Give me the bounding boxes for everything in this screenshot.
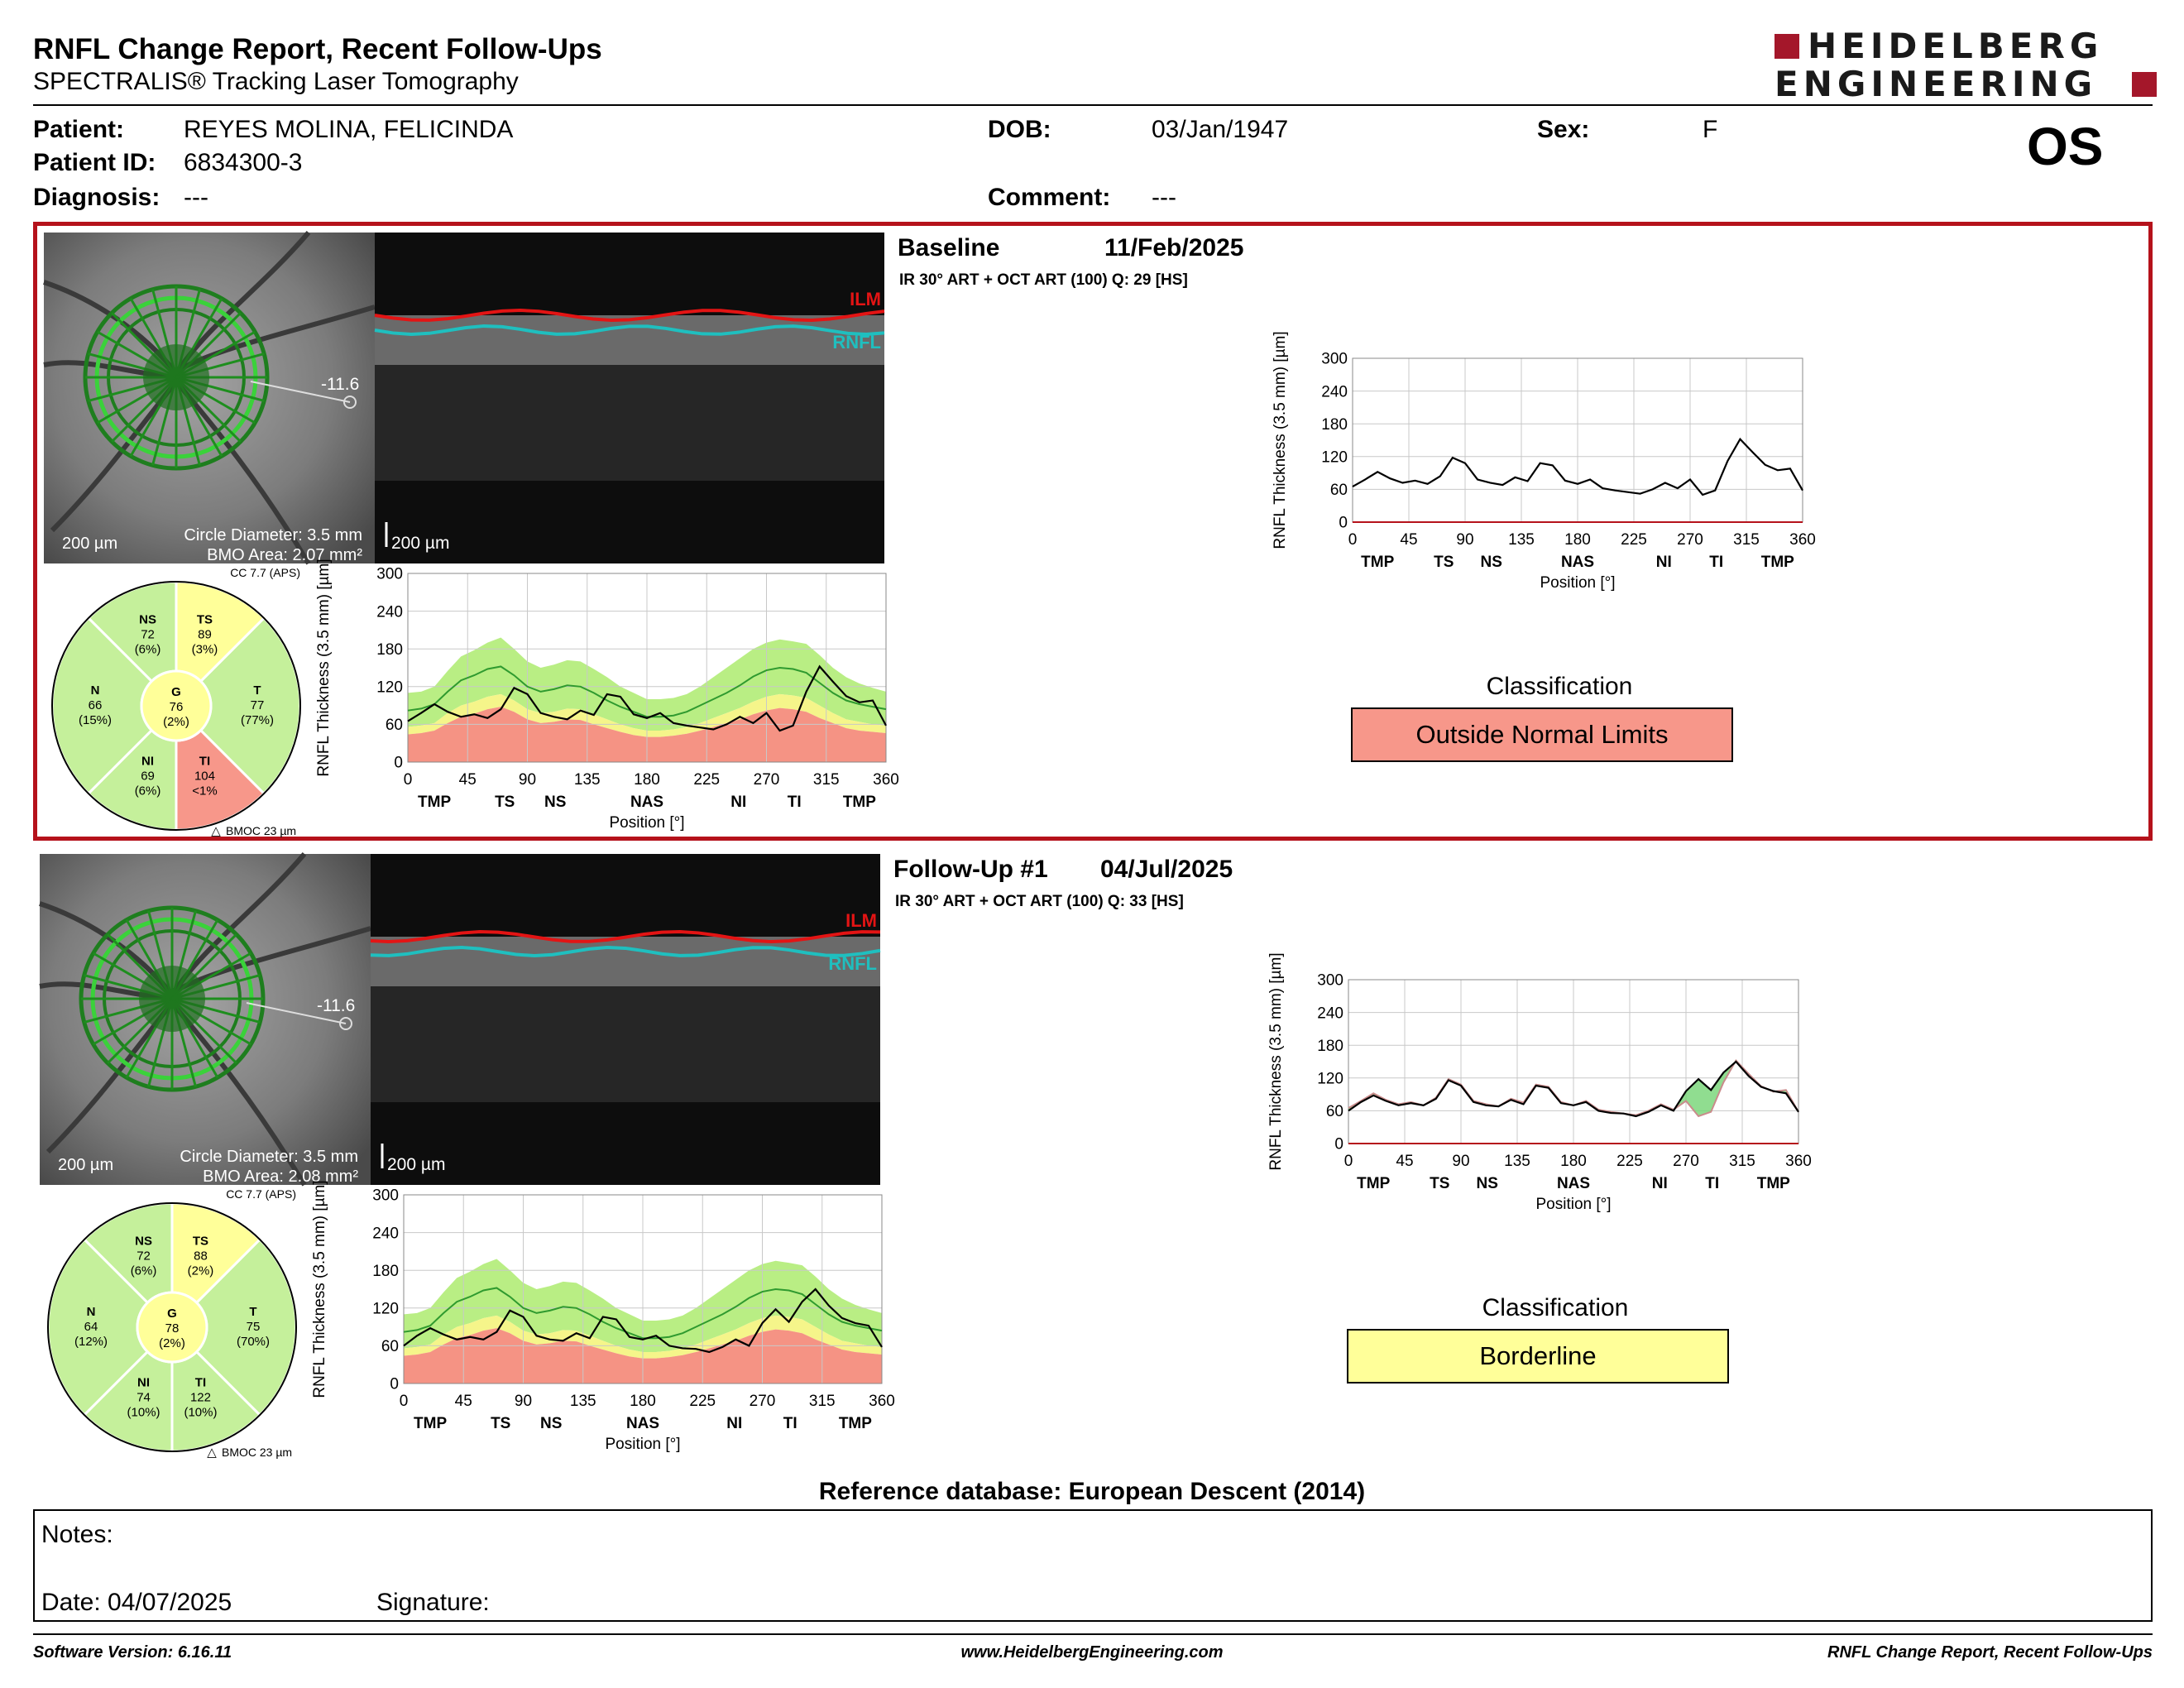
region-label: TMP bbox=[842, 794, 876, 811]
region-label: TS bbox=[491, 1415, 511, 1432]
x-tick-label: 225 bbox=[693, 771, 721, 789]
y-axis-label: RNFL Thickness (3.5 mm) [µm] bbox=[315, 559, 333, 777]
y-tick-label: 0 bbox=[390, 1375, 399, 1393]
sector-value: 66 bbox=[88, 698, 103, 712]
x-tick-label: 315 bbox=[1729, 1153, 1755, 1170]
y-tick-label: 300 bbox=[376, 565, 403, 583]
x-tick-label: 90 bbox=[1452, 1153, 1470, 1170]
x-tick-label: 270 bbox=[749, 1393, 776, 1410]
x-tick-label: 0 bbox=[399, 1393, 409, 1410]
header-rule bbox=[33, 104, 2153, 106]
tsnit-chart-svg bbox=[1195, 331, 1857, 623]
bmoc-value: BMOC 23 µm bbox=[226, 824, 297, 837]
sector-percent: (10%) bbox=[184, 1405, 218, 1420]
region-label: NS bbox=[1476, 1175, 1498, 1192]
x-tick-label: 0 bbox=[403, 771, 413, 789]
sector-value: 122 bbox=[189, 1390, 211, 1405]
classification-result: Borderline bbox=[1347, 1329, 1729, 1383]
fundus-background bbox=[40, 854, 371, 1185]
heidelberg-logo: HEIDELBERG ENGINEERING bbox=[1774, 30, 2157, 104]
footer-rule bbox=[33, 1633, 2153, 1635]
report-title: RNFL Change Report, Recent Follow-Ups bbox=[33, 33, 602, 65]
sector-value: 89 bbox=[198, 627, 212, 642]
region-label: NAS bbox=[630, 794, 664, 811]
exam-parameters: IR 30° ART + OCT ART (100) Q: 33 [HS] bbox=[895, 893, 1184, 910]
bscan-image bbox=[371, 854, 880, 1185]
patient-id: 6834300-3 bbox=[184, 149, 303, 176]
sector-percent: (77%) bbox=[240, 713, 275, 727]
x-tick-label: 315 bbox=[812, 771, 840, 789]
bscan-svg bbox=[371, 854, 880, 1185]
region-label: TMP bbox=[1357, 1175, 1391, 1192]
y-axis-label: RNFL Thickness (3.5 mm) [µm] bbox=[1272, 331, 1289, 549]
sector-percent: (2%) bbox=[159, 1336, 185, 1350]
x-tick-label: 360 bbox=[1789, 531, 1816, 549]
bmo-area: BMO Area: 2.07 mm² bbox=[207, 546, 362, 564]
fundus-svg bbox=[44, 233, 375, 563]
region-label: TI bbox=[1705, 1175, 1720, 1192]
notes-label: Notes: bbox=[41, 1521, 113, 1548]
sector-label: NI bbox=[141, 754, 155, 769]
dob-label: DOB: bbox=[988, 116, 1051, 143]
date-label: Date: 04/07/2025 bbox=[41, 1589, 232, 1616]
y-tick-label: 300 bbox=[1317, 971, 1343, 990]
website-link[interactable]: www.HeidelbergEngineering.com bbox=[960, 1643, 1224, 1662]
sector-percent: (6%) bbox=[134, 784, 161, 798]
region-label: TMP bbox=[1756, 1175, 1790, 1192]
y-tick-label: 240 bbox=[376, 603, 403, 621]
region-label: NAS bbox=[625, 1415, 660, 1432]
fundus-svg bbox=[40, 854, 371, 1185]
fundus-background bbox=[44, 233, 375, 563]
sector-percent: (6%) bbox=[130, 1264, 157, 1278]
sector-chart bbox=[40, 1187, 313, 1460]
x-tick-label: 360 bbox=[869, 1393, 895, 1410]
region-label: NI bbox=[1655, 554, 1672, 571]
circle-diameter: Circle Diameter: 3.5 mm bbox=[180, 1148, 358, 1166]
fundus-image bbox=[44, 233, 375, 563]
ilm-label: ILM bbox=[845, 910, 877, 931]
x-axis-label: Position [°] bbox=[609, 814, 685, 832]
fundus-scale-label: 200 µm bbox=[62, 535, 118, 553]
region-label: TI bbox=[1709, 554, 1724, 571]
bscan-image bbox=[375, 233, 884, 563]
region-label: TI bbox=[787, 794, 802, 811]
bscan-scale-label: 200 µm bbox=[387, 1155, 446, 1174]
patient-name: REYES MOLINA, FELICINDA bbox=[184, 116, 514, 143]
y-tick-label: 0 bbox=[394, 754, 403, 772]
x-tick-label: 315 bbox=[808, 1393, 836, 1410]
sector-value: 64 bbox=[84, 1320, 98, 1334]
region-label: TMP bbox=[1361, 554, 1395, 571]
tsnit-chart-svg bbox=[306, 1180, 895, 1460]
y-tick-label: 120 bbox=[376, 679, 403, 697]
sector-label: T bbox=[253, 683, 261, 698]
x-tick-label: 45 bbox=[454, 1393, 472, 1410]
x-tick-label: 0 bbox=[1343, 1153, 1353, 1170]
x-tick-label: 135 bbox=[569, 1393, 596, 1410]
sector-percent: (70%) bbox=[236, 1335, 271, 1349]
y-tick-label: 60 bbox=[381, 1338, 399, 1356]
report-subtitle: SPECTRALIS® Tracking Laser Tomography bbox=[33, 68, 519, 95]
sector-percent: (6%) bbox=[134, 642, 161, 657]
sector-label: TI bbox=[194, 1375, 207, 1390]
sector-percent: <1% bbox=[192, 784, 218, 798]
comment-value: --- bbox=[1152, 184, 1176, 211]
x-tick-label: 180 bbox=[1564, 531, 1591, 549]
exam-date: 04/Jul/2025 bbox=[1100, 856, 1233, 883]
x-axis-label: Position [°] bbox=[1535, 1196, 1612, 1213]
circle-diameter: Circle Diameter: 3.5 mm bbox=[184, 526, 362, 544]
exam-title: Baseline bbox=[898, 234, 1000, 261]
region-label: NI bbox=[726, 1415, 743, 1432]
angle-value: -11.6 bbox=[321, 375, 360, 394]
optic-disc bbox=[143, 344, 209, 410]
sector-value: 69 bbox=[141, 769, 155, 784]
y-tick-label: 60 bbox=[385, 717, 403, 735]
bmoc-value: BMOC 23 µm bbox=[222, 1446, 293, 1459]
exam-title: Follow-Up #1 bbox=[893, 856, 1048, 883]
region-label: TMP bbox=[414, 1415, 448, 1432]
sector-value: 104 bbox=[194, 769, 215, 784]
region-label: NS bbox=[1480, 554, 1502, 571]
choroid-layer bbox=[371, 986, 880, 1102]
sector-value: 77 bbox=[250, 698, 265, 712]
region-label: TI bbox=[783, 1415, 797, 1432]
x-tick-label: 270 bbox=[753, 771, 780, 789]
x-tick-label: 90 bbox=[518, 771, 537, 789]
followup-exam-panel bbox=[33, 847, 2153, 1466]
sector-percent: (10%) bbox=[127, 1405, 160, 1420]
region-label: NS bbox=[540, 1415, 563, 1432]
x-tick-label: 270 bbox=[1673, 1153, 1699, 1170]
y-tick-label: 240 bbox=[1317, 1005, 1343, 1023]
x-tick-label: 0 bbox=[1348, 531, 1358, 549]
reference-database: Reference database: European Descent (2014) bbox=[818, 1478, 1366, 1505]
x-axis-label: Position [°] bbox=[605, 1436, 681, 1453]
y-tick-label: 180 bbox=[1321, 415, 1348, 434]
dob-value: 03/Jan/1947 bbox=[1152, 116, 1289, 143]
sector-label: NS bbox=[135, 1234, 152, 1249]
tsnit-normative-chart bbox=[310, 559, 899, 838]
sector-label: N bbox=[86, 1305, 96, 1319]
retina-layer bbox=[371, 937, 880, 986]
x-tick-label: 270 bbox=[1677, 531, 1703, 549]
bscan-svg bbox=[375, 233, 884, 563]
optic-disc bbox=[139, 966, 205, 1032]
sector-chart bbox=[44, 565, 317, 838]
diagnosis-value: --- bbox=[184, 184, 208, 211]
x-tick-label: 225 bbox=[1616, 1153, 1643, 1170]
rnfl-label: RNFL bbox=[832, 332, 881, 352]
sector-label: NI bbox=[137, 1375, 151, 1390]
region-label: TMP bbox=[1760, 554, 1794, 571]
patient-id-label: Patient ID: bbox=[33, 149, 156, 176]
sector-percent: (15%) bbox=[78, 713, 113, 727]
y-tick-label: 240 bbox=[1321, 383, 1348, 401]
sector-percent: (2%) bbox=[187, 1264, 214, 1278]
y-tick-label: 300 bbox=[372, 1187, 399, 1205]
x-tick-label: 225 bbox=[1621, 531, 1647, 549]
x-tick-label: 360 bbox=[873, 771, 899, 789]
region-label: NAS bbox=[1556, 1175, 1591, 1192]
notes-box[interactable] bbox=[33, 1509, 2153, 1622]
y-tick-label: 180 bbox=[376, 640, 403, 659]
angle-value: -11.6 bbox=[317, 996, 356, 1015]
sector-label: TS bbox=[196, 612, 213, 627]
region-label: NAS bbox=[1560, 554, 1595, 571]
x-tick-label: 360 bbox=[1785, 1153, 1812, 1170]
exam-date: 11/Feb/2025 bbox=[1104, 234, 1244, 261]
y-tick-label: 120 bbox=[1317, 1070, 1343, 1088]
baseline-exam-panel bbox=[33, 222, 2153, 841]
fundus-image bbox=[40, 854, 371, 1185]
x-tick-label: 45 bbox=[458, 771, 477, 789]
sex-label: Sex: bbox=[1537, 116, 1590, 143]
sector-label: G bbox=[167, 1307, 177, 1321]
y-tick-label: 120 bbox=[372, 1300, 399, 1318]
tsnit-normative-chart bbox=[306, 1180, 895, 1460]
fundus-scale-label: 200 µm bbox=[58, 1156, 114, 1174]
sector-value: 88 bbox=[194, 1249, 208, 1264]
bmoc-triangle-icon: △ bbox=[207, 1446, 217, 1460]
sector-label: NS bbox=[139, 612, 156, 627]
signature-label: Signature: bbox=[376, 1589, 490, 1616]
sector-percent: (2%) bbox=[163, 715, 189, 729]
y-tick-label: 300 bbox=[1321, 350, 1348, 368]
bmo-area: BMO Area: 2.08 mm² bbox=[203, 1168, 358, 1186]
x-tick-label: 45 bbox=[1400, 531, 1418, 549]
y-tick-label: 180 bbox=[372, 1262, 399, 1280]
sector-value: 78 bbox=[165, 1321, 180, 1336]
x-tick-label: 135 bbox=[1508, 531, 1535, 549]
sector-label: TI bbox=[199, 754, 211, 769]
tsnit-change-chart bbox=[1191, 952, 1853, 1244]
region-label: TS bbox=[1434, 554, 1454, 571]
diagnosis-label: Diagnosis: bbox=[33, 184, 160, 211]
x-tick-label: 180 bbox=[1560, 1153, 1587, 1170]
sector-value: 75 bbox=[246, 1320, 261, 1334]
classification-title: Classification bbox=[1486, 673, 1633, 700]
sector-value: 72 bbox=[141, 627, 155, 642]
x-tick-label: 90 bbox=[1456, 531, 1474, 549]
x-axis-label: Position [°] bbox=[1540, 574, 1616, 592]
y-axis-label: RNFL Thickness (3.5 mm) [µm] bbox=[311, 1180, 328, 1398]
classification-title: Classification bbox=[1482, 1294, 1629, 1321]
sector-label: TS bbox=[192, 1234, 209, 1249]
cc-value: CC 7.7 (APS) bbox=[230, 566, 300, 579]
eye-laterality: OS bbox=[2027, 117, 2104, 176]
tsnit-chart-svg bbox=[310, 559, 899, 838]
retina-layer bbox=[375, 315, 884, 365]
sector-value: 76 bbox=[169, 700, 184, 714]
sector-percent: (3%) bbox=[191, 642, 218, 657]
patient-label: Patient: bbox=[33, 116, 125, 143]
cc-value: CC 7.7 (APS) bbox=[226, 1187, 296, 1201]
x-tick-label: 225 bbox=[689, 1393, 716, 1410]
x-tick-label: 180 bbox=[634, 771, 660, 789]
y-tick-label: 0 bbox=[1334, 1135, 1343, 1153]
sector-value: 72 bbox=[136, 1249, 151, 1264]
sector-value: 74 bbox=[136, 1390, 151, 1405]
choroid-layer bbox=[375, 365, 884, 481]
region-label: NI bbox=[730, 794, 747, 811]
region-label: TMP bbox=[418, 794, 452, 811]
sector-percent: (12%) bbox=[74, 1335, 108, 1349]
sector-chart-svg bbox=[44, 565, 317, 838]
x-tick-label: 135 bbox=[573, 771, 601, 789]
region-label: TS bbox=[495, 794, 515, 811]
exam-parameters: IR 30° ART + OCT ART (100) Q: 29 [HS] bbox=[899, 271, 1188, 289]
region-label: NS bbox=[544, 794, 567, 811]
region-label: TMP bbox=[838, 1415, 872, 1432]
y-tick-label: 180 bbox=[1317, 1037, 1343, 1055]
y-tick-label: 240 bbox=[372, 1225, 399, 1243]
x-tick-label: 45 bbox=[1396, 1153, 1414, 1170]
bscan-scale-label: 200 µm bbox=[391, 534, 450, 553]
classification-result: Outside Normal Limits bbox=[1351, 707, 1733, 762]
region-label: TS bbox=[1430, 1175, 1450, 1192]
y-tick-label: 120 bbox=[1321, 448, 1348, 467]
y-tick-label: 60 bbox=[1329, 482, 1348, 500]
sector-label: T bbox=[249, 1305, 257, 1319]
report-name-footer: RNFL Change Report, Recent Follow-Ups bbox=[1827, 1643, 2153, 1662]
y-tick-label: 60 bbox=[1325, 1103, 1343, 1121]
rnfl-label: RNFL bbox=[828, 953, 877, 974]
sector-chart-svg bbox=[40, 1187, 313, 1460]
x-tick-label: 180 bbox=[630, 1393, 656, 1410]
sex-value: F bbox=[1703, 116, 1718, 143]
ilm-label: ILM bbox=[850, 289, 881, 309]
sector-label: G bbox=[171, 685, 181, 699]
y-axis-label: RNFL Thickness (3.5 mm) [µm] bbox=[1267, 952, 1285, 1171]
x-tick-label: 90 bbox=[514, 1393, 533, 1410]
region-label: NI bbox=[1651, 1175, 1668, 1192]
tsnit-chart-svg bbox=[1191, 952, 1853, 1244]
tsnit-change-chart bbox=[1195, 331, 1857, 623]
software-version: Software Version: 6.16.11 bbox=[33, 1643, 232, 1662]
x-tick-label: 315 bbox=[1733, 531, 1760, 549]
sector-label: N bbox=[90, 683, 100, 698]
bmoc-triangle-icon: △ bbox=[211, 824, 221, 838]
comment-label: Comment: bbox=[988, 184, 1111, 211]
y-tick-label: 0 bbox=[1339, 514, 1348, 532]
x-tick-label: 135 bbox=[1504, 1153, 1530, 1170]
